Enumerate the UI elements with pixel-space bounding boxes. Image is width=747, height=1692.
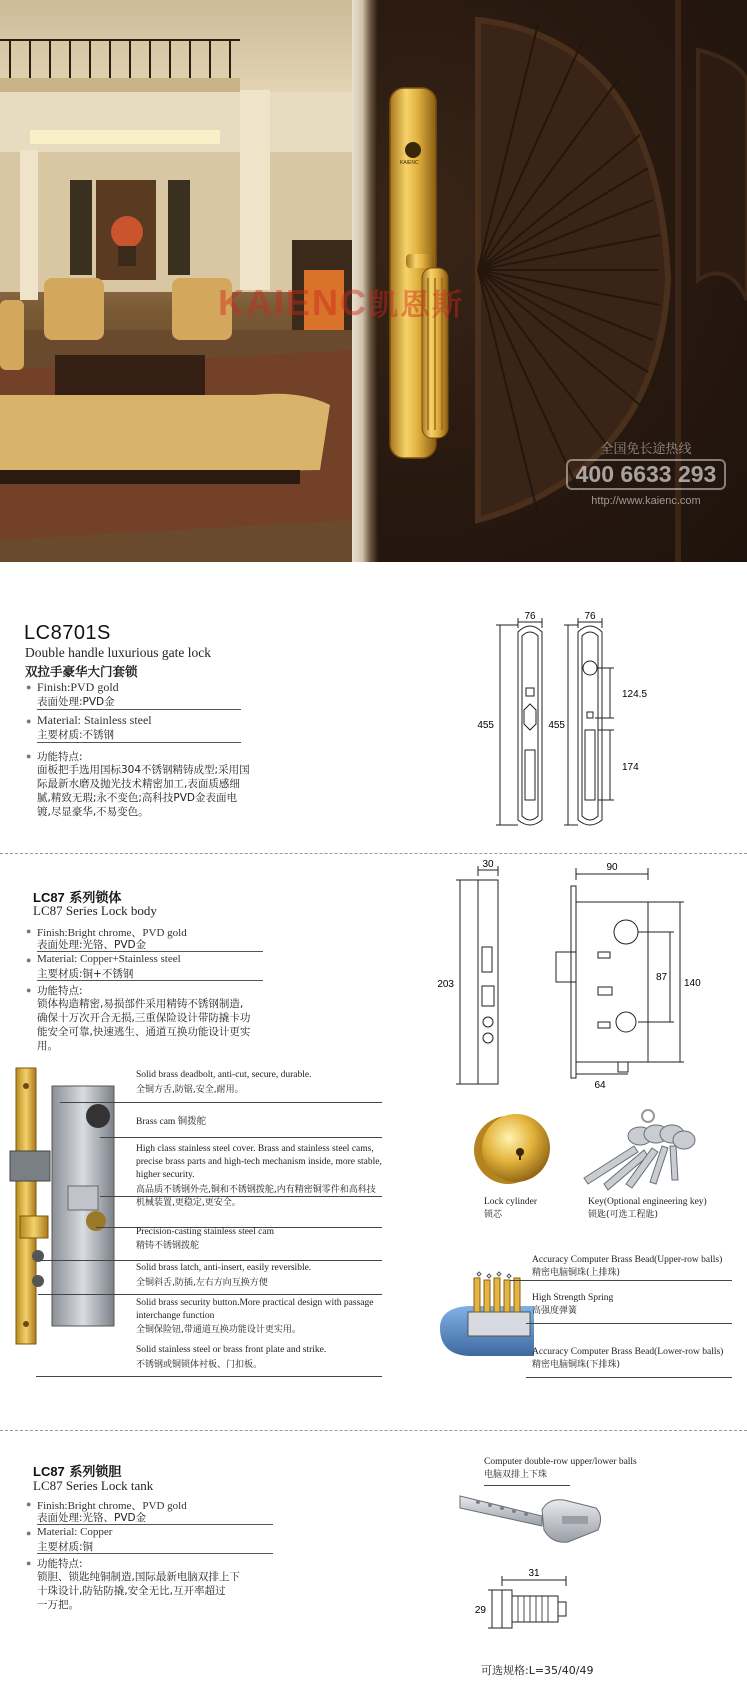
callout-cn: 不锈钢或铜锁体衬板、门扣板。 [136, 1360, 263, 1370]
lock-body-photo [8, 1066, 116, 1346]
callout-upper-balls [532, 1254, 722, 1280]
callout-en: Solid brass security button.More practical design with passage interchange function [136, 1298, 374, 1321]
lc87-tank-features-title: 功能特点: [37, 1558, 83, 1570]
optional-spec: 可选规格:L=35/40/49 [481, 1664, 594, 1677]
callout-en: High class stainless steel cover. Brass and stainless steel cams, precise brass parts and high-tech mechanism inside, more stable, higher security. [136, 1144, 382, 1180]
dim-87: 87 [656, 972, 668, 983]
callout-line [40, 1260, 382, 1261]
dim-31: 31 [528, 1568, 540, 1579]
bullet: ● [26, 955, 32, 965]
lock-cylinder-caption [484, 1196, 537, 1222]
section-divider [0, 1430, 747, 1431]
feature-line: 面板把手选用国标304不锈钢精铸成型;采用国 [37, 764, 250, 776]
dim-w1: 76 [524, 611, 536, 622]
callout-en: Accuracy Computer Brass Bead(Upper-row balls) [532, 1255, 723, 1265]
lc87-body-finish-en: Finish:Bright chrome、PVD gold [37, 927, 187, 939]
lc87-tank-material-cn: 主要材质:铜 [37, 1541, 94, 1553]
lc8701s-name-cn: 双拉手豪华大门套锁 [25, 664, 138, 679]
callout-brass-cam: Brass cam 铜拨舵 [136, 1117, 207, 1127]
callout-front-plate [136, 1344, 382, 1372]
section-divider [0, 853, 747, 854]
hero-banner [0, 0, 747, 562]
callout-en: Solid brass deadbolt, anti-cut, secure, durable. [136, 1070, 312, 1080]
dim-140: 140 [684, 978, 701, 989]
bullet: ● [26, 716, 32, 726]
dim-64: 64 [594, 1080, 606, 1091]
callout-cn: 精密电脑铜珠(上排珠) [532, 1268, 621, 1278]
lock-tank-dimension-drawing [470, 1566, 600, 1638]
callout-cover [136, 1143, 382, 1210]
feature-line: 一万把。 [37, 1599, 79, 1611]
dim-h1: 455 [477, 720, 494, 731]
lc87-tank-name-en: LC87 Series Lock tank [33, 1478, 154, 1493]
bullet: ● [26, 1499, 32, 1509]
key-balls-callout [484, 1456, 637, 1482]
dim-174: 174 [622, 762, 639, 773]
callout-cn: 全铜方舌,防锯,安全,耐用。 [136, 1085, 244, 1095]
callout-spring [532, 1292, 613, 1318]
callout-en: Precision-casting stainless steel cam [136, 1227, 274, 1237]
lc87-tank-finish-en: Finish:Bright chrome、PVD gold [37, 1500, 187, 1512]
callout-line [100, 1137, 382, 1138]
lc87-body-finish-cn: 表面处理:光铬、PVD金 [37, 939, 147, 951]
lc8701s-model: LC8701S [24, 622, 111, 644]
lc87-tank-finish-cn: 表面处理:光铬、PVD金 [37, 1512, 147, 1524]
lc87-tank-code: LC87 [33, 1464, 65, 1479]
feature-line: 镀,尽显豪华,不易变色。 [37, 806, 149, 818]
rule [37, 980, 263, 981]
callout-cn: 精密电脑铜珠(下排珠) [532, 1360, 621, 1370]
lc87-body-material-cn: 主要材质:铜+不锈钢 [37, 968, 134, 980]
lc87-body-name-en: LC87 Series Lock body [33, 903, 157, 918]
callout-line [38, 1294, 382, 1295]
bullet: ● [26, 682, 32, 692]
callout-en: Solid brass latch, anti-insert, easily reversible. [136, 1263, 312, 1273]
lc87-body-material-en: Material: Copper+Stainless steel [37, 953, 181, 965]
rule [37, 951, 263, 952]
lc87-tank-material-en: Material: Copper [37, 1526, 113, 1538]
callout-cn: 高品质不锈钢外壳,铜和不锈钢拨舵,内有精密铜零件和高科技机械装置,更稳定,更安全。 [136, 1185, 376, 1208]
lc8701s-material-en: Material: Stainless steel [37, 713, 152, 727]
bullet: ● [26, 1558, 32, 1568]
lc87-body-features-title: 功能特点: [37, 985, 83, 997]
brand-watermark [218, 280, 464, 324]
rule [37, 709, 241, 710]
lc87-tank-series-cn: 系列锁胆 [69, 1465, 122, 1480]
dim-90: 90 [606, 862, 618, 873]
feature-line: 能安全可靠,快速逃生、通道互换功能设计更实 [37, 1026, 251, 1038]
lc87-body-dimension-drawing [437, 859, 728, 1097]
feature-line: 用。 [37, 1040, 58, 1052]
key-caption [588, 1196, 707, 1222]
feature-line: 锁体构造精密,易损部件采用精铸不锈钢制造, [37, 998, 244, 1010]
brand-watermark-en: KAIENC [218, 282, 369, 323]
lc8701s-material-cn: 主要材质:不锈钢 [37, 729, 115, 741]
callout-lower-balls [532, 1346, 723, 1372]
lock-cylinder-en: Lock cylinder [484, 1197, 538, 1207]
rule [37, 742, 241, 743]
lc87-body-code: LC87 [33, 890, 65, 905]
feature-line: 锁胆、锁匙纯铜制造,国际最新电脑双排上下 [37, 1571, 240, 1583]
callout-cn: 高强度弹簧 [532, 1306, 578, 1316]
rule [37, 1524, 273, 1525]
callout-line [510, 1280, 732, 1281]
brand-watermark-cn: 凯恩斯 [368, 288, 465, 323]
lc8701s-dimension-drawing [470, 610, 710, 835]
lock-cylinder-cn: 锁芯 [484, 1210, 503, 1220]
hotline-number: 400 6633 293 [566, 459, 726, 490]
hotline-block [566, 438, 726, 507]
callout-en: Accuracy Computer Brass Bead(Lower-row balls) [532, 1347, 724, 1357]
rule [37, 1553, 273, 1554]
callout-cn: 全铜保险钮,带通道互换功能设计更实用。 [136, 1325, 301, 1335]
feature-line: 确保十万次开合无损,三重保险设计带防撬卡功 [37, 1012, 251, 1024]
feature-line: 十珠设计,防钻防撬,安全无比,互开率超过 [37, 1585, 226, 1597]
lc8701s-features [37, 763, 250, 819]
dim-30: 30 [482, 859, 494, 870]
feature-line: 腻,精致无瑕;永不变色;高科技PVD金表面电 [37, 792, 238, 804]
callout-line [60, 1102, 382, 1103]
hotline-label: 全国免长途热线 [600, 442, 692, 457]
dim-203: 203 [437, 979, 454, 990]
bullet: ● [26, 926, 32, 936]
key-cn: 锁匙(可选工程匙) [588, 1210, 659, 1220]
callout-line [36, 1376, 382, 1377]
cylinder-cutaway-photo [438, 1268, 538, 1364]
website-url: http://www.kaienc.com [591, 495, 701, 507]
callout-cast-cam [136, 1226, 382, 1253]
lc8701s-name-en: Double handle luxurious gate lock [25, 645, 211, 660]
lc8701s-finish-en: Finish:PVD gold [37, 680, 119, 694]
lc8701s-features-title: 功能特点: [37, 751, 83, 763]
lc87-body-series-cn: 系列锁体 [69, 891, 122, 906]
callout-cn: 全铜斜舌,防插,左右方向互换方便 [136, 1278, 268, 1288]
lock-badge-text: KAIENC [400, 160, 419, 166]
keys-photo [574, 1106, 704, 1192]
callout-en: Solid stainless steel or brass front plate and strike. [136, 1345, 327, 1355]
callout-line [526, 1377, 732, 1378]
lc8701s-finish-cn: 表面处理:PVD金 [37, 696, 115, 708]
key-en: Key(Optional engineering key) [588, 1197, 707, 1207]
callout-latch [136, 1262, 382, 1290]
dim-w2: 76 [584, 611, 596, 622]
callout-line [526, 1323, 732, 1324]
key-balls-en: Computer double-row upper/lower balls [484, 1457, 637, 1467]
computer-key-photo [458, 1486, 608, 1552]
lock-cylinder-photo [468, 1104, 558, 1190]
bullet: ● [26, 1528, 32, 1538]
dim-29: 29 [474, 1605, 486, 1616]
bullet: ● [26, 751, 32, 761]
callout-cn: 精铸不锈钢拨舵 [136, 1241, 200, 1251]
callout-deadbolt [136, 1069, 380, 1097]
key-balls-cn: 电脑双排上下珠 [484, 1470, 548, 1480]
lc87-tank-features [37, 1570, 240, 1612]
dim-h2: 455 [548, 720, 565, 731]
callout-en: High Strength Spring [532, 1293, 614, 1303]
callout-security-button [136, 1297, 382, 1337]
feature-line: 际最新水磨及抛光技术精密加工,表面质感细 [37, 778, 240, 790]
bullet: ● [26, 985, 32, 995]
dim-124-5: 124.5 [622, 689, 648, 700]
lc87-body-features [37, 997, 250, 1053]
